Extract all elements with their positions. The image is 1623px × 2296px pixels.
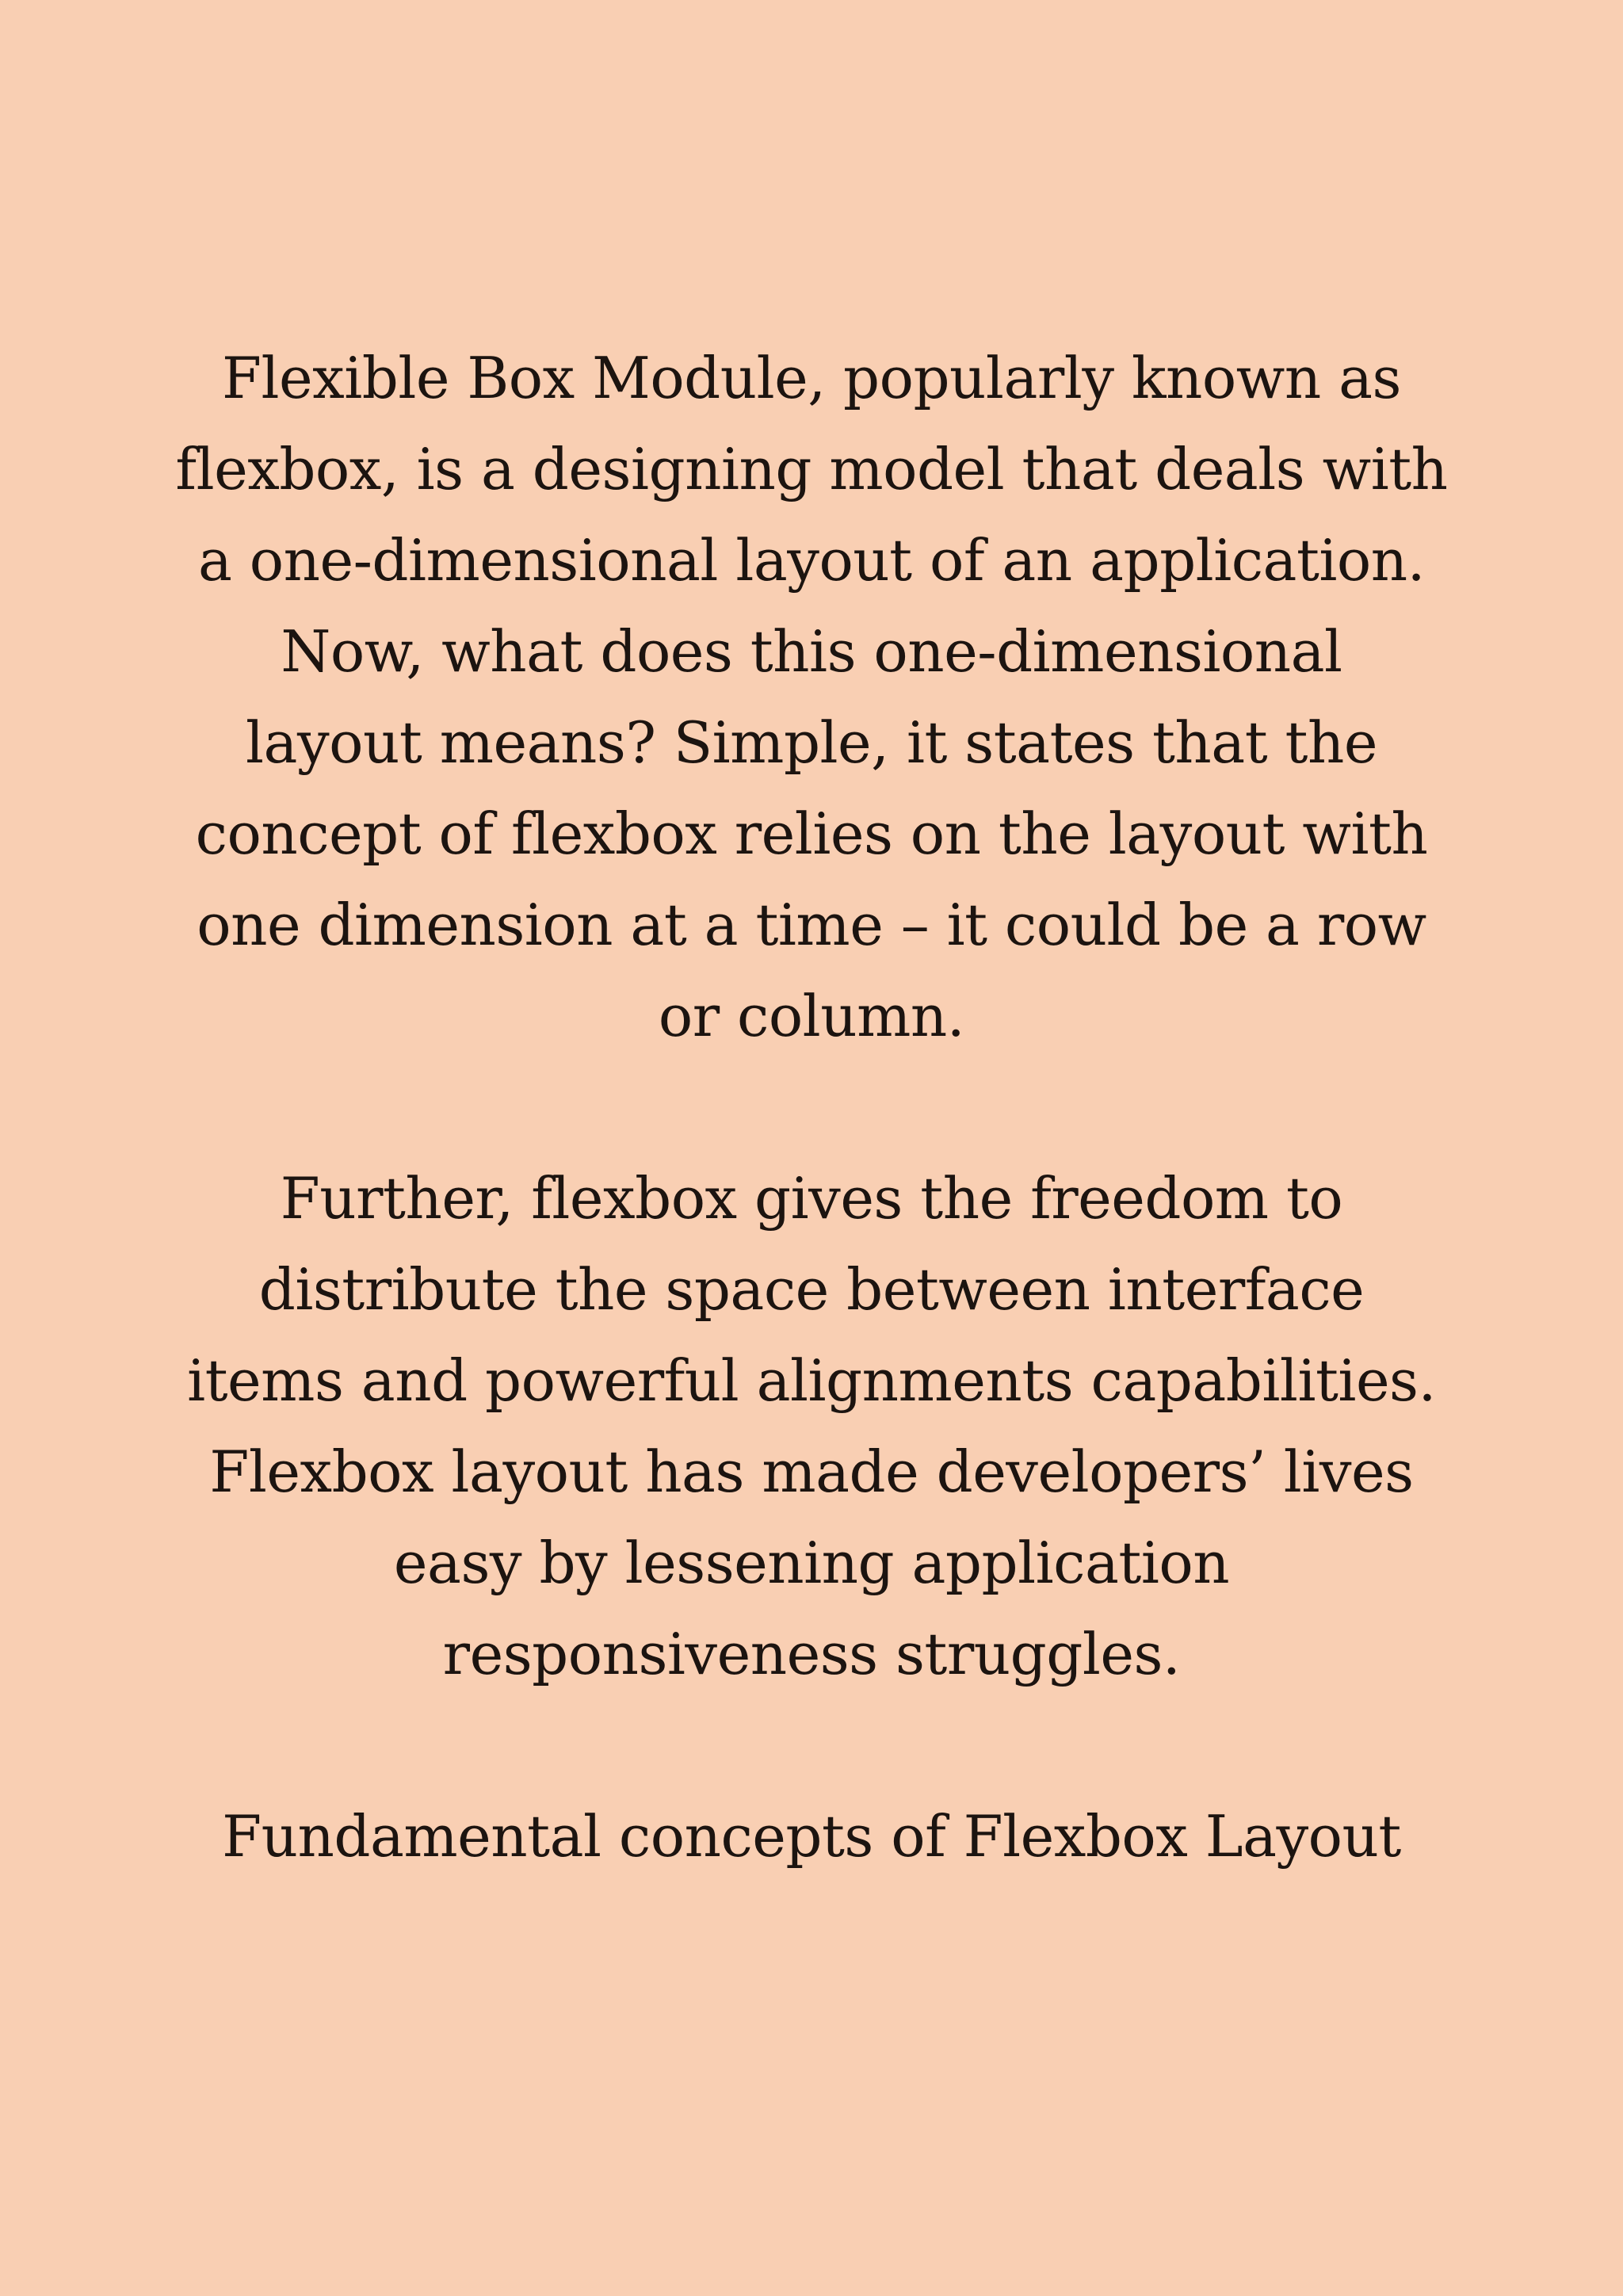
text-line: layout means? Simple, it states that the (246, 709, 1377, 776)
text-line: items and powerful alignments capabilities. (187, 1347, 1436, 1414)
section-heading (158, 1791, 1465, 1882)
text-line: Further, flexbox gives the freedom to (280, 1165, 1343, 1232)
document-body (158, 333, 1465, 1882)
text-line: one dimension at a time – it could be a row (197, 892, 1426, 958)
heading-text: Fundamental concepts of Flexbox Layout (222, 1803, 1401, 1870)
text-line: Flexible Box Module, popularly known as (222, 345, 1401, 411)
text-line: responsiveness struggles. (442, 1621, 1181, 1687)
text-line: distribute the space between interface (258, 1256, 1365, 1323)
text-line: easy by lessening application (393, 1530, 1230, 1596)
text-line: Flexbox layout has made developers’ lives (209, 1438, 1414, 1505)
text-line: or column. (658, 983, 965, 1049)
paragraph-spacer (158, 1062, 1465, 1153)
text-line: flexbox, is a designing model that deals with (175, 436, 1448, 502)
intro-paragraph (158, 333, 1465, 1062)
text-line: Now, what does this one-dimensional (281, 618, 1342, 685)
text-line: a one-dimensional layout of an application. (197, 527, 1426, 594)
text-line: concept of flexbox relies on the layout with (195, 800, 1428, 867)
second-paragraph (158, 1153, 1465, 1700)
paragraph-spacer (158, 1700, 1465, 1791)
